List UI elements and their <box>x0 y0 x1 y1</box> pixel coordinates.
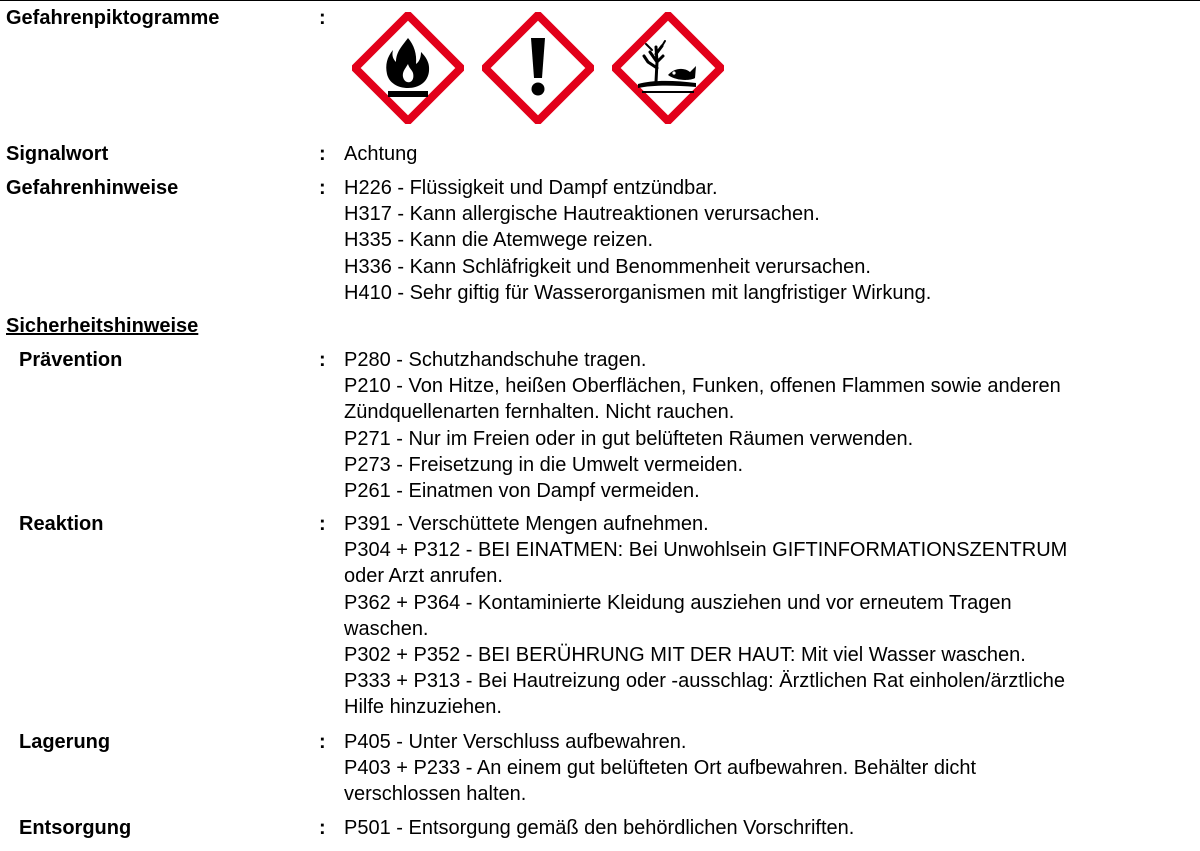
precautionary-line: P302 + P352 - BEI BERÜHRUNG MIT DER HAUT: Mit viel Wasser waschen. <box>344 644 1026 667</box>
signal-word-value: Achtung <box>344 143 418 165</box>
reaction-label: Reaktion <box>19 513 104 535</box>
precautionary-line: waschen. <box>344 617 429 640</box>
hazard-statements-list <box>344 175 1194 306</box>
precautionary-statements-heading: Sicherheitshinweise <box>6 315 199 337</box>
signal-word-label: Signalwort <box>6 143 109 165</box>
environment-icon <box>612 12 724 124</box>
precautionary-line: P501 - Entsorgung gemäß den behördlichen Vorschriften. <box>344 817 855 839</box>
hazard-statement: H226 - Flüssigkeit und Dampf entzündbar. <box>344 177 718 199</box>
precautionary-line: P304 + P312 - BEI EINATMEN: Bei Unwohlsein GIFTINFORMATIONSZENTRUM <box>344 539 1068 562</box>
reaction-colon: : <box>319 513 326 535</box>
precautionary-line: P333 + P313 - Bei Hautreizung oder -ausschlag: Ärztlichen Rat einholen/ärztliche <box>344 670 1065 693</box>
disposal-list <box>344 815 1194 841</box>
hazard-statements-label: Gefahrenhinweise <box>6 177 179 199</box>
precautionary-line: Hilfe hinzuziehen. <box>344 696 502 719</box>
pictograms-colon: : <box>319 7 326 29</box>
precautionary-line: P405 - Unter Verschluss aufbewahren. <box>344 731 687 753</box>
precautionary-line: P362 + P364 - Kontaminierte Kleidung ausziehen und vor erneutem Tragen <box>344 591 1012 614</box>
hazard-statement: H317 - Kann allergische Hautreaktionen verursachen. <box>344 203 820 226</box>
pictograms-label: Gefahrenpiktogramme <box>6 7 220 29</box>
precautionary-line: P280 - Schutzhandschuhe tragen. <box>344 349 647 371</box>
storage-list <box>344 729 1194 808</box>
hazard-statements-colon: : <box>319 177 326 199</box>
exclamation-mark-icon <box>482 12 594 124</box>
precautionary-line: P273 - Freisetzung in die Umwelt vermeiden. <box>344 453 744 476</box>
flame-icon <box>352 12 464 124</box>
precautionary-line: verschlossen halten. <box>344 783 527 806</box>
precautionary-line: P391 - Verschüttete Mengen aufnehmen. <box>344 513 709 535</box>
disposal-label: Entsorgung <box>19 817 132 839</box>
precautionary-line: P271 - Nur im Freien oder in gut belüfteten Räumen verwenden. <box>344 427 914 450</box>
prevention-colon: : <box>319 349 326 371</box>
reaction-list <box>344 511 1194 721</box>
prevention-label: Prävention <box>19 349 123 371</box>
storage-label: Lagerung <box>19 731 111 753</box>
top-rule <box>0 0 1200 1</box>
storage-colon: : <box>319 731 326 753</box>
hazard-statement: H410 - Sehr giftig für Wasserorganismen mit langfristiger Wirkung. <box>344 281 932 304</box>
precautionary-line: P403 + P233 - An einem gut belüfteten Ort aufbewahren. Behälter dicht <box>344 757 977 780</box>
prevention-list <box>344 347 1194 504</box>
precautionary-line: P261 - Einatmen von Dampf vermeiden. <box>344 480 700 503</box>
precautionary-line: oder Arzt anrufen. <box>344 565 503 588</box>
precautionary-line: Zündquellenarten fernhalten. Nicht rauchen. <box>344 401 735 424</box>
precautionary-line: P210 - Von Hitze, heißen Oberflächen, Funken, offenen Flammen sowie anderen <box>344 375 1061 398</box>
hazard-statement: H335 - Kann die Atemwege reizen. <box>344 229 654 252</box>
disposal-colon: : <box>319 817 326 839</box>
signal-word-colon: : <box>319 143 326 165</box>
hazard-statement: H336 - Kann Schläfrigkeit und Benommenheit verursachen. <box>344 255 871 278</box>
